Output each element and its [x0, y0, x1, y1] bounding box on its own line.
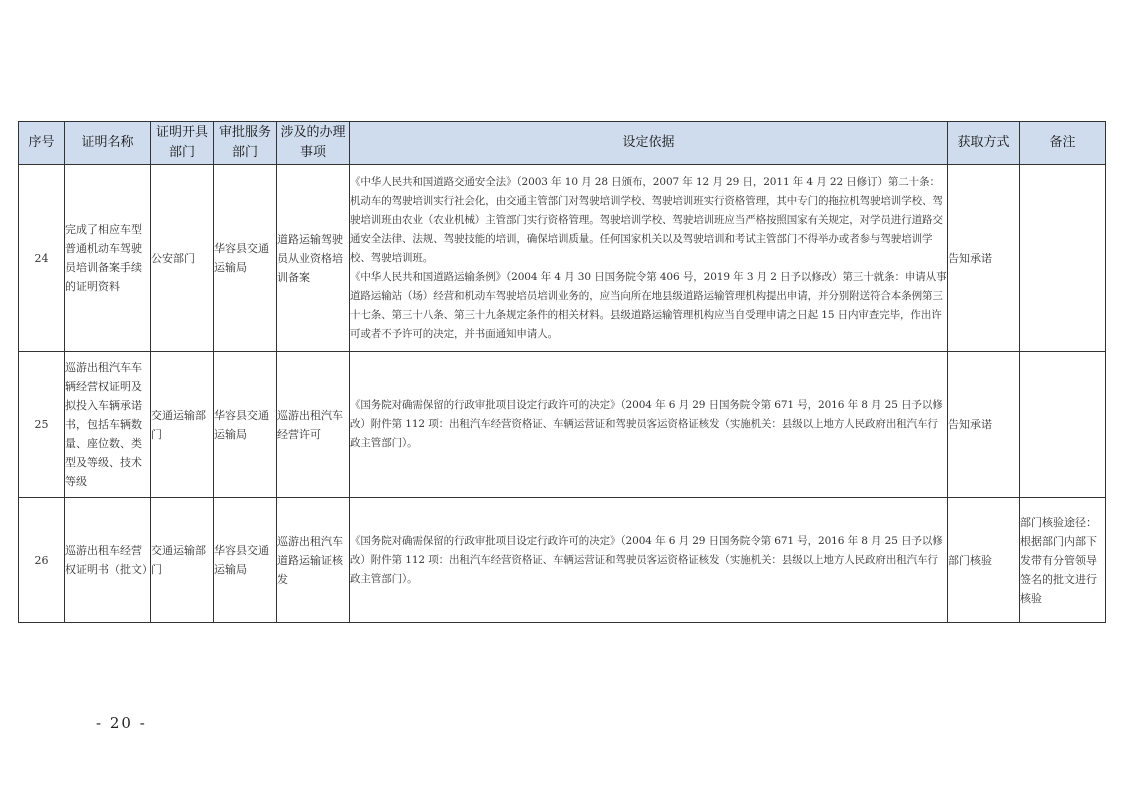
certificate-table	[18, 121, 1106, 623]
header-matter: 涉及的办理事项	[277, 122, 350, 165]
row-method: 部门核验	[948, 498, 1020, 623]
header-row	[19, 122, 1106, 165]
header-name: 证明名称	[65, 122, 151, 165]
page-number: - 20 -	[96, 714, 147, 732]
row-approver: 华容县交通运输局	[214, 352, 277, 498]
row-basis: 《国务院对确需保留的行政审批项目设定行政许可的决定》（2004 年 6 月 29 日国务院令第 671 号，2016 年 8 月 25 日予以修改）附件第 112 项：出租汽车经营资格证、车辆运营证和驾驶员客运资格证核发（实施机关：县级以上地方人民政府出租汽车行政主管部门）。	[350, 352, 948, 498]
row-matter: 巡游出租汽车经营许可	[277, 352, 350, 498]
header-basis: 设定依据	[350, 122, 948, 165]
row-basis: 《国务院对确需保留的行政审批项目设定行政许可的决定》（2004 年 6 月 29 日国务院令第 671 号，2016 年 8 月 25 日予以修改）附件第 112 项：出租汽车经营资格证、车辆运营证和驾驶员客运资格证核发（实施机关：县级以上地方人民政府出租汽车行政主管部门）。	[350, 498, 948, 623]
row-remark	[1020, 352, 1106, 498]
row-no: 26	[19, 498, 65, 623]
row-method: 告知承诺	[948, 165, 1020, 352]
header-approver: 审批服务部门	[214, 122, 277, 165]
row-basis	[350, 165, 948, 352]
row-method: 告知承诺	[948, 352, 1020, 498]
row-matter: 巡游出租汽车道路运输证核发	[277, 498, 350, 623]
table-row	[19, 165, 1106, 352]
header-issuer: 证明开具部门	[151, 122, 214, 165]
row-cert-name: 完成了相应车型普通机动车驾驶员培训备案手续的证明资料	[65, 165, 151, 352]
header-no: 序号	[19, 122, 65, 165]
row-basis-paragraph: 《中华人民共和国道路交通安全法》（2003 年 10 月 28 日颁布，2007 年 12 月 29 日，2011 年 4 月 22 日修订）第二十条：机动车的驾驶培训实行社会化，由交通主管部门对驾驶培训学校、驾驶培训班实行资格管理，其中专门的拖拉机驾驶培训学校、驾驶培训班由农业（农业机械）主管部门实行资格管理。驾驶培训学校、驾驶培训班应当严格按照国家有关规定，对学员进行道路交通安全法律、法规、驾驶技能的培训，确保培训质量。任何国家机关以及驾驶培训和考试主管部门不得举办或者参与驾驶培训学校、驾驶培训班。	[350, 175, 943, 264]
header-remark: 备注	[1020, 122, 1106, 165]
row-cert-name: 巡游出租汽车车辆经营权证明及拟投入车辆承诺书，包括车辆数量、座位数、类型及等级、技术等级	[65, 352, 151, 498]
table-row	[19, 352, 1106, 498]
row-cert-name: 巡游出租车经营权证明书（批文）	[65, 498, 151, 623]
row-issuer: 交通运输部门	[151, 498, 214, 623]
row-remark	[1020, 165, 1106, 352]
row-no: 24	[19, 165, 65, 352]
row-approver: 华容县交通运输局	[214, 498, 277, 623]
table-row	[19, 498, 1106, 623]
row-issuer: 交通运输部门	[151, 352, 214, 498]
header-method: 获取方式	[948, 122, 1020, 165]
row-remark: 部门核验途径：根据部门内部下发带有分管领导签名的批文进行核验	[1020, 498, 1106, 623]
row-basis-paragraph: 《中华人民共和国道路运输条例》（2004 年 4 月 30 日国务院令第 406 号，2019 年 3 月 2 日予以修改）第三十就条：申请从事道路运输站（场）经营和机动车驾驶培员培训业务的，应当向所在地县级道路运输管理机构提出申请，并分别附送符合本条例第三十七条、第三十八条、第三十九条规定条件的相关材料。县级道路运输管理机构应当自受理申请之日起 15 日内审查完毕，作出许可或者不予许可的决定，并书面通知申请人。	[350, 270, 947, 340]
row-issuer: 公安部门	[151, 165, 214, 352]
row-no: 25	[19, 352, 65, 498]
row-matter: 道路运输驾驶员从业资格培训备案	[277, 165, 350, 352]
row-approver: 华容县交通运输局	[214, 165, 277, 352]
